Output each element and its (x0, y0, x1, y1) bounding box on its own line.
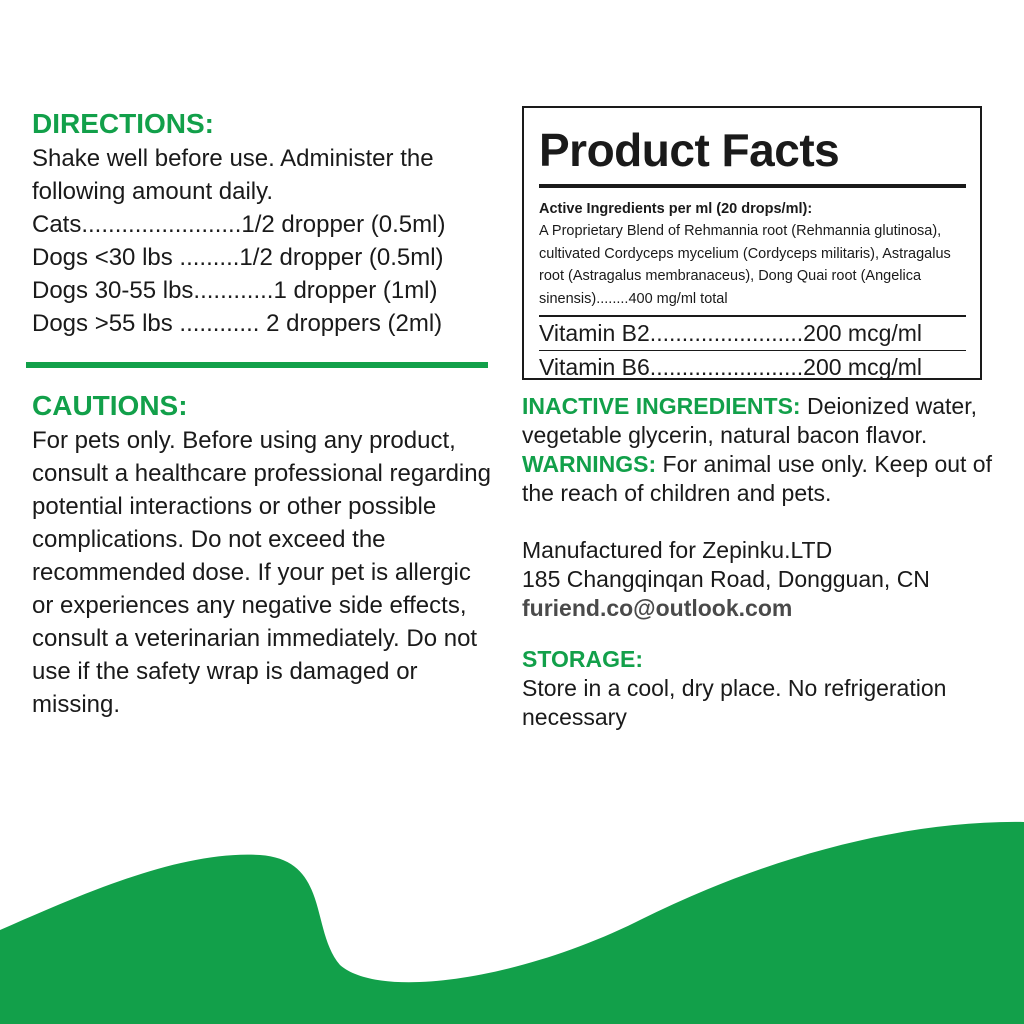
inactive-ingredients-text: Deionized water, vegetable glycerin, natural bacon flavor. (522, 393, 978, 448)
warnings-heading: WARNINGS: (522, 451, 657, 477)
proprietary-blend-text: A Proprietary Blend of Rehmannia root (Rehmannia glutinosa), cultivated Cordyceps mycelium (Cordyceps militaris), Astragalus root (Astragalus membranaceus), Dong Quai root (Angelica sinensis)........400 mg/ml total (539, 223, 951, 307)
manufacturer-email: furiend.co@outlook.com (522, 595, 793, 621)
storage-block (522, 645, 1002, 732)
directions-intro: Shake well before use. Administer the following amount daily. (32, 145, 434, 205)
dose-row-cats: Cats........................1/2 dropper (0.5ml) (32, 211, 446, 238)
dose-row-dogs-30-55: Dogs 30-55 lbs............1 dropper (1ml) (32, 277, 438, 304)
inactive-ingredients-heading: INACTIVE INGREDIENTS: (522, 393, 801, 419)
vitamin-b6-row: Vitamin B6........................200 mcg/ml (539, 354, 923, 380)
active-ingredients-heading: Active Ingredients per ml (20 drops/ml): (539, 201, 813, 217)
vitamin-b2-row: Vitamin B2........................200 mcg/ml (539, 319, 923, 346)
warnings-text: For animal use only. Keep out of the reach of children and pets. (522, 451, 992, 506)
directions-section (32, 108, 492, 340)
dose-row-dogs-under-30: Dogs <30 lbs .........1/2 dropper (0.5ml) (32, 244, 444, 271)
facts-title-rule (539, 184, 966, 188)
manufacturer-block (522, 536, 1002, 623)
cautions-text: For pets only. Before using any product, consult a healthcare professional regarding potential interactions or other possible complications. Do not exceed the recommended dose. If your pet is allergic or experiences any negative side effects, consult a veterinarian immediately. Do not use if the safety wrap is damaged or missing. (32, 427, 491, 718)
inactive-ingredients (522, 392, 1002, 450)
wave-shape (0, 822, 1024, 1024)
product-facts-title: Product Facts (539, 124, 840, 176)
manufacturer-address: 185 Changqinqan Road, Dongguan, CN (522, 566, 930, 592)
storage-heading: STORAGE: (522, 646, 643, 672)
green-wave-decoration (0, 800, 1024, 1024)
manufacturer-name: Manufactured for Zepinku.LTD (522, 537, 833, 563)
directions-heading: DIRECTIONS: (32, 108, 214, 139)
dose-row-dogs-over-55: Dogs >55 lbs ............ 2 droppers (2ml) (32, 310, 443, 337)
section-divider (26, 362, 488, 368)
storage-text: Store in a cool, dry place. No refrigeration necessary (522, 675, 947, 730)
right-info-section (522, 392, 1002, 732)
cautions-heading: CAUTIONS: (32, 390, 188, 421)
product-facts-box (522, 106, 982, 380)
cautions-section (32, 390, 492, 721)
warnings (522, 450, 1002, 508)
